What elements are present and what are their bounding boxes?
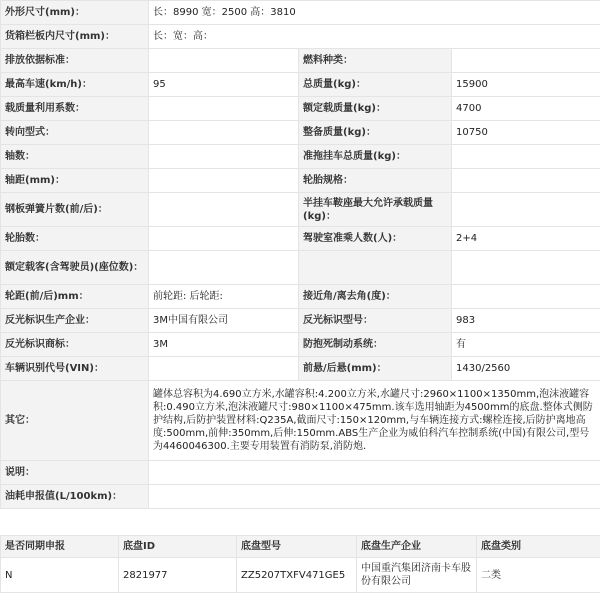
chassis-table	[0, 535, 600, 593]
spec-value: 罐体总容积为4.690立方米,水罐容积:4.200立方米,水罐尺寸:2960×1100×1350mm,泡沫液罐容积:0.490立方米,泡沫液罐尺寸:980×1100×475mm.该车选用轴距为4500mm的底盘.整体式侧防护结构,后防护装置材料:Q235A,截面尺寸:150×120mm,与车辆连接方式:螺栓连接,后防护离地高度:500mm,前伸:350mm,后伸:150mm.ABS生产企业为威伯科汽车控制系统(中国)有限公司,型号为4460046300.主要专用装置有消防泵,消防炮.	[149, 381, 600, 461]
spec-value: 长：宽：高：	[149, 25, 600, 49]
spec-value	[452, 193, 600, 227]
spec-label: 整备质量(kg)：	[299, 121, 452, 145]
spec-label: 前悬/后悬(mm)：	[299, 357, 452, 381]
spec-value	[452, 169, 600, 193]
spec-value: 3M	[149, 333, 299, 357]
spec-row	[1, 333, 600, 357]
spec-value: 有	[452, 333, 600, 357]
spec-value	[149, 461, 600, 485]
spec-value	[452, 251, 600, 285]
spec-value	[149, 485, 600, 509]
spec-value: 3M中国有限公司	[149, 309, 299, 333]
column-header: 底盘型号	[237, 536, 357, 558]
spec-row	[1, 309, 600, 333]
spec-label: 燃料种类：	[299, 49, 452, 73]
spec-row	[1, 169, 600, 193]
table-cell: N	[1, 558, 119, 593]
spec-label: 载质量利用系数：	[1, 97, 149, 121]
spec-row	[1, 357, 600, 381]
spec-value: 4700	[452, 97, 600, 121]
spec-value	[149, 227, 299, 251]
spec-label: 额定载客(含驾驶员)(座位数)：	[1, 251, 149, 285]
spec-value	[149, 357, 299, 381]
spec-value	[452, 49, 600, 73]
spec-label: 总质量(kg)：	[299, 73, 452, 97]
spec-value	[149, 145, 299, 169]
spec-row	[1, 73, 600, 97]
spec-label: 货箱栏板内尺寸(mm)：	[1, 25, 149, 49]
column-header: 底盘ID	[119, 536, 237, 558]
spec-label: 轮胎规格：	[299, 169, 452, 193]
spec-label: 轮胎数：	[1, 227, 149, 251]
spec-row	[1, 193, 600, 227]
spec-value: 983	[452, 309, 600, 333]
spec-row	[1, 485, 600, 509]
spec-label: 反光标识生产企业：	[1, 309, 149, 333]
spec-label: 其它：	[1, 381, 149, 461]
column-header: 底盘类别	[477, 536, 600, 558]
spec-label: 轮距(前/后)mm：	[1, 285, 149, 309]
spec-label: 反光标识型号：	[299, 309, 452, 333]
spec-row	[1, 227, 600, 251]
spec-label: 车辆识别代号(VIN)：	[1, 357, 149, 381]
spec-value: 前轮距: 后轮距:	[149, 285, 299, 309]
spec-value	[452, 285, 600, 309]
spec-row	[1, 1, 600, 25]
spec-label: 排放依据标准：	[1, 49, 149, 73]
spec-value: 15900	[452, 73, 600, 97]
table-cell: ZZ5207TXFV471GE5	[237, 558, 357, 593]
column-header: 底盘生产企业	[357, 536, 477, 558]
spec-value: 95	[149, 73, 299, 97]
spec-row	[1, 97, 600, 121]
spec-value	[452, 145, 600, 169]
table-cell: 二类	[477, 558, 600, 593]
spec-label: 轴数：	[1, 145, 149, 169]
spec-label: 防抱死制动系统：	[299, 333, 452, 357]
spec-value: 1430/2560	[452, 357, 600, 381]
spec-label: 额定载质量(kg)：	[299, 97, 452, 121]
spec-value	[149, 121, 299, 145]
spec-label: 接近角/离去角(度)：	[299, 285, 452, 309]
spec-row	[1, 381, 600, 461]
spec-label: 驾驶室准乘人数(人)：	[299, 227, 452, 251]
spec-label: 半挂车鞍座最大允许承载质量(kg)：	[299, 193, 452, 227]
spec-row	[1, 121, 600, 145]
table-cell: 中国重汽集团济南卡车股份有限公司	[357, 558, 477, 593]
spec-label: 轴距(mm)：	[1, 169, 149, 193]
spec-label: 准拖挂车总质量(kg)：	[299, 145, 452, 169]
spec-value	[149, 251, 299, 285]
spec-label: 外形尺寸(mm)：	[1, 1, 149, 25]
spec-value	[149, 169, 299, 193]
spec-row	[1, 461, 600, 485]
spec-row	[1, 25, 600, 49]
spec-value	[149, 193, 299, 227]
spec-label: 说明：	[1, 461, 149, 485]
spec-row	[1, 251, 600, 285]
spec-label: 油耗申报值(L/100km)：	[1, 485, 149, 509]
spec-label: 转向型式：	[1, 121, 149, 145]
spec-value	[149, 49, 299, 73]
spec-label: 钢板弹簧片数(前/后)：	[1, 193, 149, 227]
spec-row	[1, 285, 600, 309]
spec-label: 反光标识商标：	[1, 333, 149, 357]
spec-label	[299, 251, 452, 285]
spec-value: 长：8990 宽：2500 高：3810	[149, 1, 600, 25]
table-cell: 2821977	[119, 558, 237, 593]
chassis-header-row	[1, 536, 600, 558]
spec-row	[1, 49, 600, 73]
spec-label: 最高车速(km/h)：	[1, 73, 149, 97]
spec-value: 10750	[452, 121, 600, 145]
spec-value: 2+4	[452, 227, 600, 251]
spec-row	[1, 145, 600, 169]
table-row	[1, 558, 600, 593]
column-header: 是否同期申报	[1, 536, 119, 558]
spec-value	[149, 97, 299, 121]
